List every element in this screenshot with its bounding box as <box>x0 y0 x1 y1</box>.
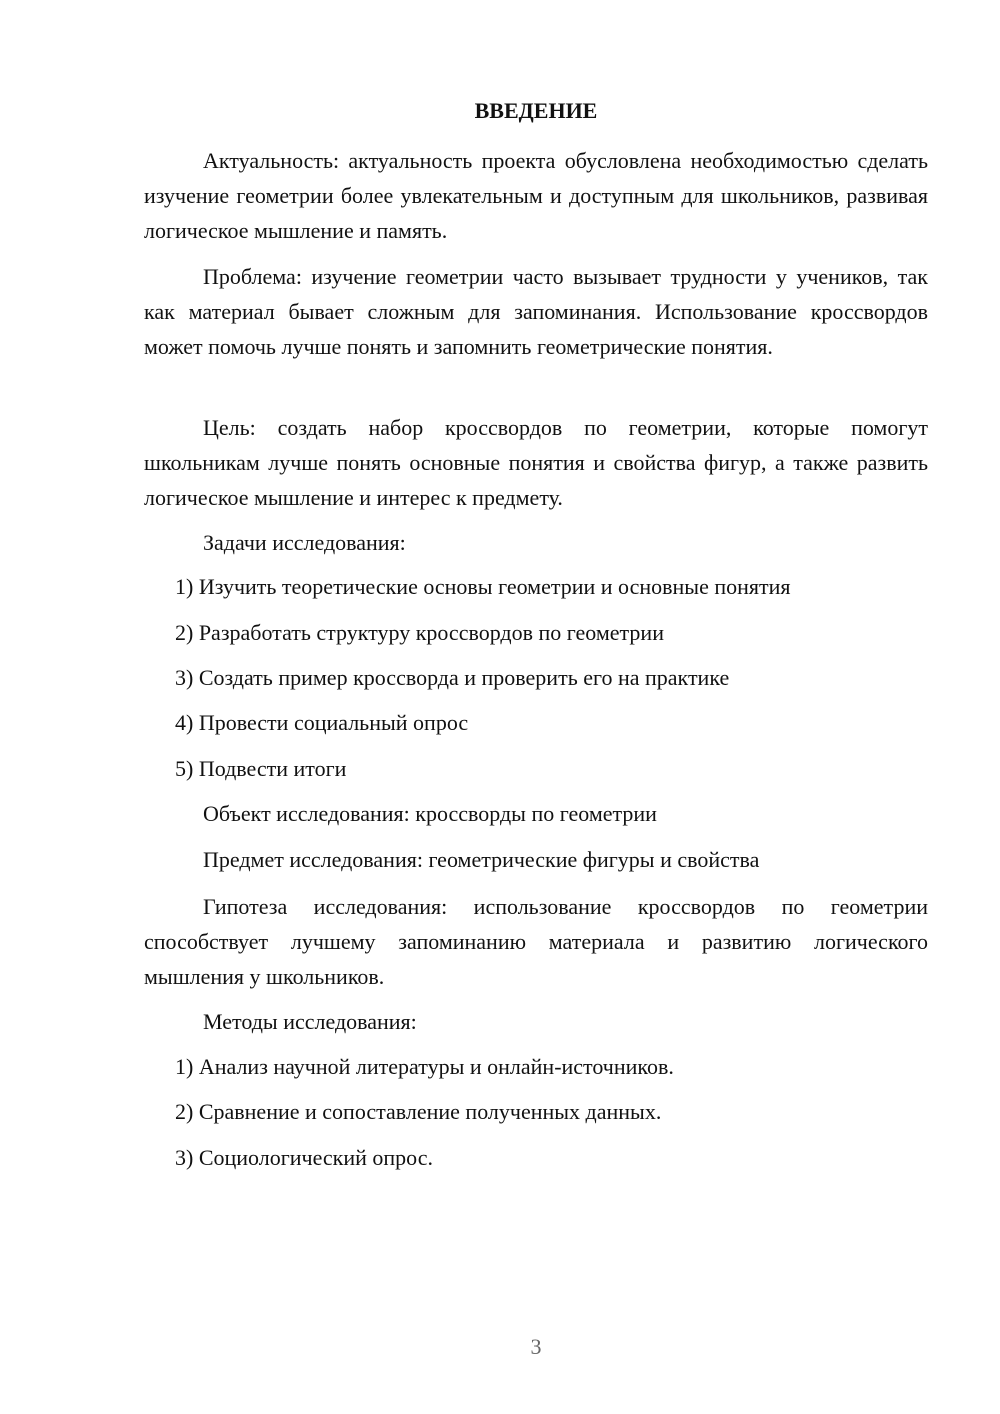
document-page <box>144 0 928 1414</box>
object-line: Объект исследования: кроссворды по геометрии <box>203 801 657 826</box>
task-item: 4) Провести социальный опрос <box>175 710 469 735</box>
method-item: 1) Анализ научной литературы и онлайн-источников. <box>175 1054 674 1079</box>
relevance-paragraph: Актуальность: актуальность проекта обусловлена необходимостью сделать изучение геометрии более увлекательным и доступным для школьников, развивая логическое мышление и память. <box>144 148 928 243</box>
task-item: 3) Создать пример кроссворда и проверить его на практике <box>175 665 730 690</box>
task-item: 1) Изучить теоретические основы геометрии и основные понятия <box>175 574 791 599</box>
methods-title: Методы исследования: <box>203 1009 417 1034</box>
hypothesis-paragraph: Гипотеза исследования: использование кроссвордов по геометрии способствует лучшему запоминанию материала и развитию логического мышления у школьников. <box>144 894 928 989</box>
method-item: 2) Сравнение и сопоставление полученных данных. <box>175 1099 662 1124</box>
task-item: 5) Подвести итоги <box>175 756 347 781</box>
section-heading: ВВЕДЕНИЕ <box>474 98 598 123</box>
problem-paragraph: Проблема: изучение геометрии часто вызывает трудности у учеников, так как материал бывает сложным для запоминания. Использование кроссвордов может помочь лучше понять и запомнить геометрические понятия. <box>144 264 928 359</box>
subject-line: Предмет исследования: геометрические фигуры и свойства <box>203 847 760 872</box>
tasks-title: Задачи исследования: <box>203 530 406 555</box>
page-number: 3 <box>530 1334 542 1359</box>
method-item: 3) Социологический опрос. <box>175 1145 433 1170</box>
goal-paragraph: Цель: создать набор кроссвордов по геометрии, которые помогут школьникам лучше понять основные понятия и свойства фигур, а также развить логическое мышление и интерес к предмету. <box>144 415 928 510</box>
task-item: 2) Разработать структуру кроссвордов по геометрии <box>175 620 664 645</box>
